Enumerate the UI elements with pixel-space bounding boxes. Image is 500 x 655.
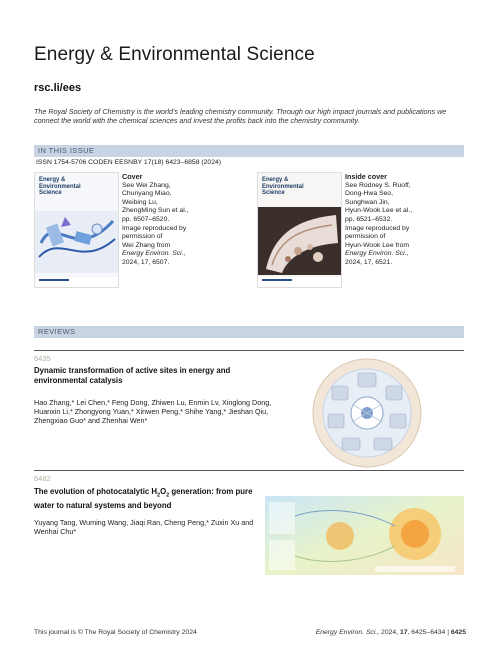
footer-journal: Energy Environ. Sci.,	[315, 629, 380, 636]
cover-line: Weibing Lu,	[122, 198, 158, 206]
article-title-part: The evolution of photocatalytic H	[34, 487, 158, 496]
article-title[interactable]	[34, 487, 259, 511]
intro-text: The Royal Society of Chemistry is the world's leading chemistry community. Through our high impact journals and publications we connect the world with the chemical sciences and invest the profits back into the chemistry community.	[34, 107, 447, 125]
article-title-subscript: 2	[157, 492, 161, 499]
article-title-subscript: 2	[166, 492, 170, 499]
cover-caption	[122, 173, 202, 268]
article-title[interactable]: Dynamic transformation of active sites in energy and environmental catalysis	[34, 366, 231, 385]
cover-line: permission of	[122, 233, 163, 241]
journal-title: Energy & Environmental Science	[34, 44, 315, 65]
article-graphical-abstract	[265, 496, 464, 575]
inside-cover-image-heading: Energy & Environmental Science	[262, 177, 304, 196]
footer-pages: , 6425–6434 |	[407, 629, 451, 636]
article-page-number: 6435	[34, 354, 51, 363]
footer-citation	[316, 629, 466, 636]
cover-label: Cover	[122, 172, 143, 181]
footer-year: 2024,	[379, 629, 400, 636]
cover-line: ZhengMing Sun et al.,	[122, 207, 189, 215]
divider	[34, 470, 464, 471]
footer-page-number: 6425	[450, 629, 466, 636]
cover-line: 2024, 17, 6507.	[122, 258, 170, 266]
cover-line: See Rodney S. Ruoff,	[345, 181, 411, 189]
cover-line: See Wei Zhang,	[122, 181, 171, 189]
cover-line: Image reproduced by	[122, 224, 187, 232]
cover-line: Hyun-Wook Lee et al.,	[345, 207, 413, 215]
inside-cover-caption	[345, 173, 435, 268]
inside-cover-label: Inside cover	[345, 172, 387, 181]
in-this-issue-label: IN THIS ISSUE	[38, 146, 95, 155]
cover-line: Image reproduced by	[345, 224, 410, 232]
cover-image	[34, 172, 119, 288]
cover-line: 2024, 17, 6521.	[345, 258, 393, 266]
cover-line: Sunghwan Jin,	[345, 198, 390, 206]
article-authors: Hao Zhang,* Lei Chen,* Feng Dong, Zhiwen Lu, Enmin Lv, Xinglong Dong, Huanxin Li,* Zhongyong Yuan,* Xinwen Peng,* Shihe Yang,* Jieshan Qiu, Zhengxiao Guo* and Zhenhai Wen*	[34, 398, 272, 426]
cover-line: Wei Zhang from	[122, 241, 171, 249]
article-title-part: O	[160, 487, 167, 496]
article-graphical-abstract	[312, 358, 422, 468]
cover-image-heading: Energy & Environmental Science	[39, 177, 81, 196]
in-this-issue-band	[34, 145, 464, 157]
cover-line: pp. 6507–6520.	[122, 215, 170, 223]
cover-line: permission of	[345, 233, 386, 241]
reviews-band	[34, 326, 464, 338]
issn-line: ISSN 1754-5706 CODEN EESNBY 17(18) 6423–6858 (2024)	[36, 159, 222, 166]
reviews-label: REVIEWS	[38, 327, 76, 336]
footer-copyright: This journal is © The Royal Society of Chemistry 2024	[34, 629, 197, 636]
journal-url[interactable]: rsc.li/ees	[34, 82, 82, 94]
cover-line: Hyun-Wook Lee from	[345, 241, 410, 249]
article-title-part: generation: from pure water to natural systems and beyond	[34, 487, 253, 511]
article-page-number: 6482	[34, 474, 51, 483]
cover-line: pp. 6521–6532.	[345, 215, 393, 223]
inside-cover-image	[257, 172, 342, 288]
cover-line: Energy Environ. Sci.,	[345, 250, 409, 258]
article-authors: Yuyang Tang, Wuming Wang, Jiaqi Ran, Cheng Peng,* Zuxin Xu and Wenhai Chu*	[34, 518, 254, 537]
divider	[34, 350, 464, 351]
cover-line: Energy Environ. Sci.,	[122, 250, 186, 258]
footer-volume: 17	[399, 629, 408, 636]
cover-line: Chunyang Miao,	[122, 190, 172, 198]
cover-line: Dong-Hwa Seo,	[345, 190, 393, 198]
